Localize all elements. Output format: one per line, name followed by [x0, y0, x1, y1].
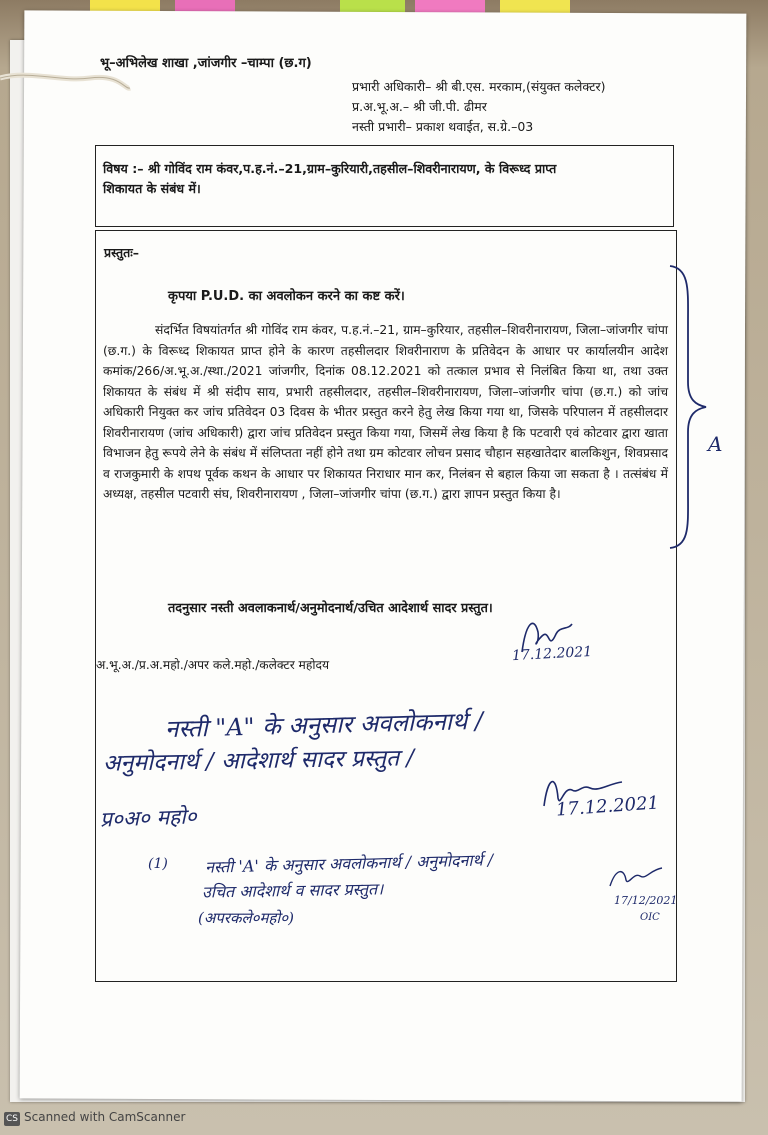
- camscanner-icon: CS: [6, 1114, 18, 1124]
- handwritten-note-2-line-3: (अपरकले०महो०): [198, 909, 294, 927]
- subject-line-2: शिकायत के संबंध में।: [103, 181, 201, 196]
- handwritten-note-1-line-2: अनुमोदनार्थ / आदेशार्थ सादर प्रस्तुत /: [102, 745, 415, 777]
- margin-mark-a: A: [708, 432, 723, 456]
- handwritten-addressee: प्र०अ० महो०: [99, 804, 197, 832]
- main-paragraph: [103, 320, 668, 505]
- handwritten-note-2-line-2: उचित आदेशार्थ व सादर प्रस्तुत।: [201, 879, 384, 902]
- routing-line: अ.भू.अ./प्र.अ.महो./अपर कले.महो./कलेक्टर महोदय: [96, 658, 330, 672]
- scanner-watermark-text: Scanned with CamScanner: [24, 1110, 186, 1124]
- submission-line: तदनुसार नस्ती अवलाकनार्थ/अनुमोदनार्थ/उचित आदेशार्थ सादर प्रस्तुत।: [168, 601, 493, 616]
- signature-2-date: 17.12.2021: [555, 792, 660, 821]
- pud-request: कृपया P.U.D. का अवलोकन करने का कष्ट करें।: [168, 289, 405, 304]
- assistant-officer: प्र.अ.भू.अ.– श्री जी.पी. ढीमर: [352, 99, 487, 114]
- subject-line-1: विषय :– श्री गोविंद राम कंवर,प.ह.नं.–21,ग्राम–कुरियारी,तहसील–शिवरीनारायण, के विरूध्द प्राप्त: [103, 161, 557, 176]
- signature-3-extra: OIC: [640, 912, 660, 923]
- officer-in-charge: प्रभारी अधिकारी– श्री बी.एस. मरकाम,(संयुक्त कलेक्टर): [352, 79, 606, 94]
- file-in-charge: नस्ती प्रभारी– प्रकाश थवाईत, स.ग्रे.–03: [352, 119, 534, 134]
- signature-3-date: 17/12/2021: [614, 894, 678, 907]
- curly-brace-mark: [668, 262, 708, 552]
- scanner-footer: [4, 1110, 185, 1126]
- presented-heading: प्रस्तुतः–: [104, 245, 140, 260]
- handwritten-note-2-line-1: नस्ती 'A' के अनुसार अवलोकनार्थ / अनुमोदनार्थ /: [204, 850, 494, 877]
- paragraph-text: संदर्भित विषयांतर्गत श्री गोविंद राम कंवर, प.ह.नं.–21, ग्राम–कुरियार, तहसील–शिवरीनारायण, जिला–जांजगीर चांपा (छ.ग.) के विरूध्द शिकायत प्राप्त होने के कारण तहसीलदार शिवरीनाराण के प्रतिवेदन के आधार पर कार्यालयीन आदेश कमांक/266/अ.भू.अ./स्था./2021 जांजगीर, दिनांक 08.12.2021 को तत्काल प्रभाव से निलंबित किया था, तथा उक्त शिकायत के संबंध में श्री संदीप साय, प्रभारी तहसीलदार, तहसील–शिवरीनारायण, जिला–जांजगीर चांपा (छ.ग.) को जांच अधिकारी नियुक्त कर जांच प्रतिवेदन 03 दिवस के भीतर प्रस्तुत करने हेतु लेख किया गया था, जिसके परिपालन में तहसीलदार शिवरीनारायण (जांच अधिकारी) द्वारा जांच प्रतिवेदन प्रस्तुत किया गया, जिसमें लेख किया है कि पटवारी एवं कोटवार द्वारा खाता विभाजन हेतु रूपये लेने के संबंध में संलिप्तता नहीं होने तथा ग्रम कोटवार लोचन प्रसाद चौहान सहखातेदार बालकिशुन, शिवप्रसाद व राजकुमारी के शपथ पूर्वक कथन के आधार पर शिकायत निराधार मान कर, निलंबन से बहाल किया जा सकता है । तत्संबंध में अध्यक्ष, तहसील पटवारी संघ, शिवरीनारायण , जिला–जांजगीर चांपा (छ.ग.) द्वारा ज्ञापन प्रस्तुत किया है।: [103, 323, 668, 501]
- signature-1-date: 17.12.2021: [511, 643, 593, 665]
- handwritten-note-2-number: (1): [148, 856, 168, 872]
- department-header: भू–अभिलेख शाखा ,जांजगीर –चाम्पा (छ.ग): [100, 56, 312, 71]
- handwritten-note-1-line-1: नस्ती "A" के अनुसार अवलोकनार्थ /: [164, 706, 484, 744]
- signature-3: [606, 862, 666, 892]
